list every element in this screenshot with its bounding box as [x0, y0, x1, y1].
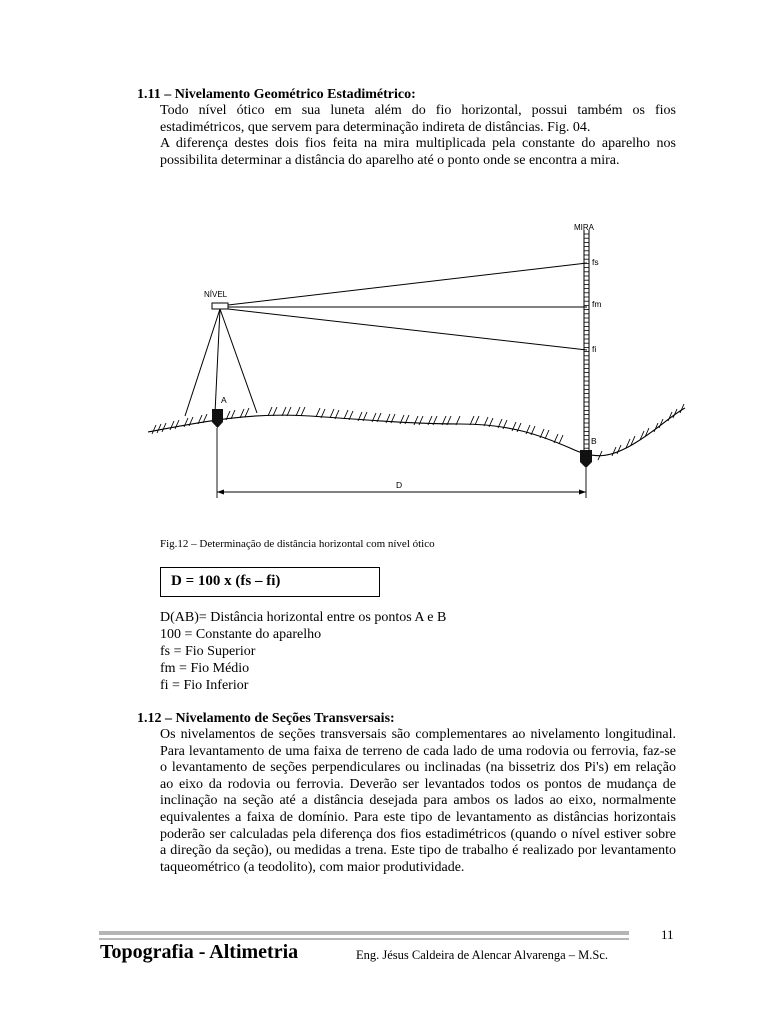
label-point-a: A	[221, 395, 227, 405]
label-fi: fi	[592, 344, 597, 354]
paragraph: Os nivelamentos de seções transversais são complementares ao nivelamento longitudinal. Para levantamento de uma faixa de terreno de cada lado de uma rodovia ou ferrovia, faz-se o levantamento de seções perpendiculares ou inclinadas (na bissetriz dos Pi's) em relação ao eixo da rodovia ou ferrovia. Deverão ser levantados todos os pontos de mudança de inclinação na seção até a distância desejada para ambos os lados ao eixo, normalmente equivalentes a faixa de domínio. Para este tipo de levantamento as distâncias horizontais poderão ser calculadas pela diferença dos fios estadimétricos (quando o nível estiver sobre a direção da seção), ou medidas a trena. Este tipo de trabalho é realizado por levantamento taqueométrico (a teodolito), com maior produtividade.	[160, 727, 676, 875]
label-point-b: B	[591, 436, 597, 446]
paragraph: A diferença destes dois fios feita na mira multiplicada pela constante do aparelho nos possibilita determinar a distância do aparelho até o ponto onde se encontra a mira.	[160, 136, 676, 168]
page-number: 11	[661, 927, 674, 942]
benchmark-b	[580, 450, 592, 468]
label-nivel: NÍVEL	[204, 290, 228, 299]
arrow-right-icon	[579, 490, 586, 495]
formula-box	[160, 567, 380, 597]
terrain-hatch	[152, 404, 684, 460]
footer-title: Topografia - Altimetria	[100, 941, 299, 963]
section-heading-1-12: 1.12 – Nivelamento de Seções Transversais:	[137, 711, 395, 726]
paragraph: Todo nível ótico em sua luneta além do fio horizontal, possui também os fios estadimétricos, que servem para determinação indireta de distâncias. Fig. 04.	[160, 103, 676, 135]
leveling-diagram	[140, 210, 690, 510]
leveling-staff	[584, 230, 589, 453]
label-fm: fm	[592, 299, 602, 309]
label-fs: fs	[592, 257, 599, 267]
footer-rule-thin	[99, 938, 629, 940]
formula: D = 100 x (fs – fi)	[171, 573, 281, 589]
formula-legend	[160, 609, 446, 694]
section-heading-1-11: 1.11 – Nivelamento Geométrico Estadimétrico:	[137, 87, 416, 102]
label-distance: D	[396, 480, 403, 490]
label-mira: MIRA	[574, 223, 594, 232]
section-1-12-body	[160, 727, 676, 876]
legend-item: 100 = Constante do aparelho	[160, 627, 322, 642]
footer-rule	[99, 931, 629, 935]
arrow-left-icon	[217, 490, 224, 495]
level-instrument	[212, 303, 228, 309]
benchmark-a	[212, 409, 223, 428]
legend-item: D(AB)= Distância horizontal entre os pontos A e B	[160, 610, 447, 625]
upper-stadia-line	[228, 263, 587, 305]
legend-item: fs = Fio Superior	[160, 644, 256, 659]
figure-caption: Fig.12 – Determinação de distância horizontal com nível ótico	[160, 538, 435, 550]
lower-stadia-line	[228, 309, 587, 350]
legend-item: fi = Fio Inferior	[160, 678, 249, 693]
footer-author: Eng. Jésus Caldeira de Alencar Alvarenga – M.Sc.	[356, 948, 609, 962]
section-1-11-body	[160, 103, 676, 169]
legend-item: fm = Fio Médio	[160, 661, 250, 676]
